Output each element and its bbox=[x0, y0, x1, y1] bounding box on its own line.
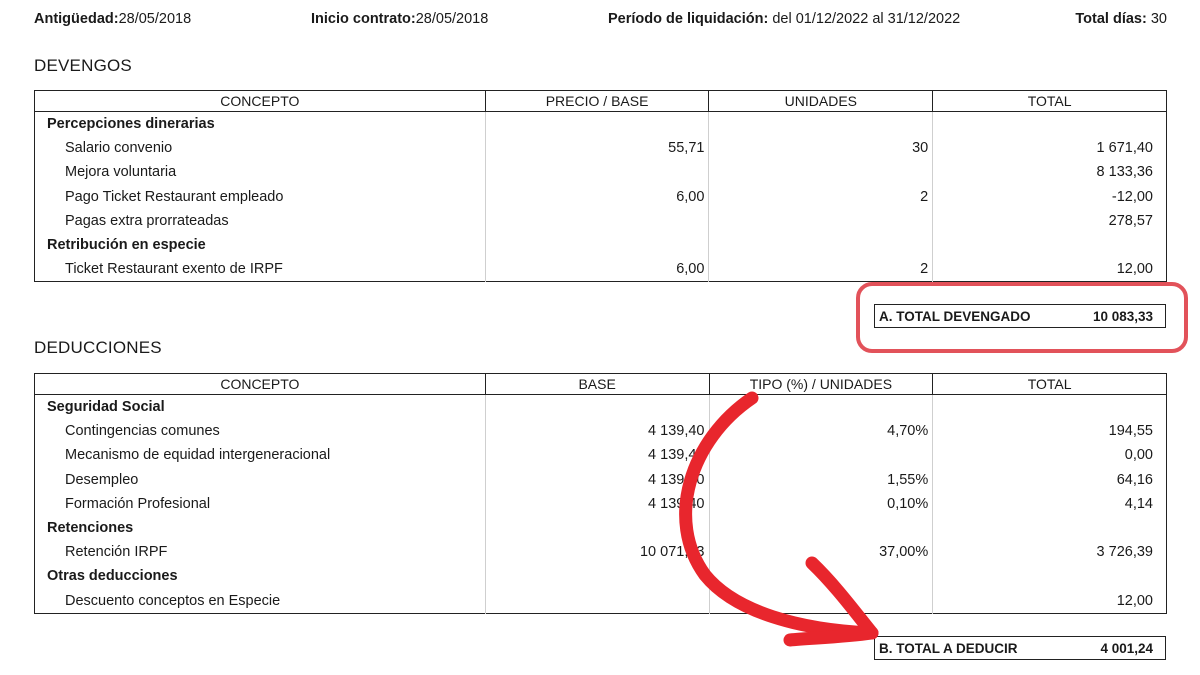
devengos-col-unidades: UNIDADES bbox=[709, 91, 933, 112]
units-cell bbox=[709, 112, 933, 137]
total-cell: 0,00 bbox=[933, 443, 1167, 467]
deducciones-col-base: BASE bbox=[485, 374, 709, 395]
group-label: Percepciones dinerarias bbox=[35, 112, 486, 137]
concept-cell: Pago Ticket Restaurant empleado bbox=[35, 185, 486, 209]
units-cell: 4,70% bbox=[709, 419, 933, 443]
price-cell bbox=[485, 112, 709, 137]
total-cell: -12,00 bbox=[933, 185, 1167, 209]
deducciones-table bbox=[34, 373, 1167, 614]
price-cell: 6,00 bbox=[485, 257, 709, 282]
highlight-rounded-box bbox=[856, 282, 1188, 353]
group-row bbox=[35, 395, 1167, 420]
total-devengado-value: 10 083,33 bbox=[1092, 308, 1153, 324]
units-cell: 2 bbox=[709, 185, 933, 209]
units-cell bbox=[709, 209, 933, 233]
total-cell: 12,00 bbox=[933, 589, 1167, 614]
units-cell bbox=[709, 233, 933, 257]
total-dias-value: 30 bbox=[1146, 11, 1167, 27]
table-row bbox=[35, 136, 1167, 160]
price-cell: 4 139,40 bbox=[485, 443, 709, 467]
group-label: Seguridad Social bbox=[35, 395, 486, 420]
group-row bbox=[35, 564, 1167, 588]
table-row bbox=[35, 443, 1167, 467]
devengos-table bbox=[34, 90, 1167, 282]
periodo-field bbox=[608, 11, 960, 27]
price-cell: 6,00 bbox=[485, 185, 709, 209]
price-cell: 55,71 bbox=[485, 136, 709, 160]
total-cell: 194,55 bbox=[933, 419, 1167, 443]
group-row bbox=[35, 112, 1167, 137]
deducciones-header-row bbox=[35, 374, 1167, 395]
total-deducir-value: 4 001,24 bbox=[1100, 640, 1153, 656]
concept-cell: Mecanismo de equidad intergeneracional bbox=[35, 443, 486, 467]
inicio-contrato-field bbox=[311, 11, 488, 27]
units-cell bbox=[709, 160, 933, 184]
devengos-col-precio: PRECIO / BASE bbox=[485, 91, 709, 112]
concept-cell: Retención IRPF bbox=[35, 540, 486, 564]
units-cell bbox=[709, 564, 933, 588]
devengos-col-concepto: CONCEPTO bbox=[35, 91, 486, 112]
total-cell: 278,57 bbox=[933, 209, 1167, 233]
group-label: Retribución en especie bbox=[35, 233, 486, 257]
total-cell bbox=[933, 564, 1167, 588]
table-row bbox=[35, 160, 1167, 184]
table-row bbox=[35, 540, 1167, 564]
total-cell bbox=[933, 112, 1167, 137]
group-row bbox=[35, 516, 1167, 540]
total-cell bbox=[933, 233, 1167, 257]
concept-cell: Contingencias comunes bbox=[35, 419, 486, 443]
total-cell: 3 726,39 bbox=[933, 540, 1167, 564]
concept-cell: Desempleo bbox=[35, 468, 486, 492]
units-cell: 37,00% bbox=[709, 540, 933, 564]
units-cell bbox=[709, 516, 933, 540]
devengos-title: DEVENGOS bbox=[34, 56, 132, 75]
price-cell bbox=[485, 589, 709, 614]
deducciones-col-total: TOTAL bbox=[933, 374, 1167, 395]
table-row bbox=[35, 589, 1167, 614]
price-cell: 4 139,40 bbox=[485, 419, 709, 443]
price-cell: 4 139,40 bbox=[485, 468, 709, 492]
concept-cell: Formación Profesional bbox=[35, 492, 486, 516]
concept-cell: Ticket Restaurant exento de IRPF bbox=[35, 257, 486, 282]
antiguedad-value: 28/05/2018 bbox=[118, 11, 192, 27]
table-row bbox=[35, 209, 1167, 233]
inicio-contrato-label: Inicio contrato: bbox=[311, 11, 416, 27]
total-cell bbox=[933, 516, 1167, 540]
total-cell: 8 133,36 bbox=[933, 160, 1167, 184]
group-label: Otras deducciones bbox=[35, 564, 486, 588]
price-cell: 10 071,33 bbox=[485, 540, 709, 564]
total-dias-field bbox=[1075, 11, 1167, 27]
table-row bbox=[35, 492, 1167, 516]
price-cell bbox=[485, 209, 709, 233]
table-row bbox=[35, 185, 1167, 209]
concept-cell: Pagas extra prorrateadas bbox=[35, 209, 486, 233]
price-cell bbox=[485, 516, 709, 540]
total-cell: 12,00 bbox=[933, 257, 1167, 282]
units-cell: 0,10% bbox=[709, 492, 933, 516]
units-cell bbox=[709, 443, 933, 467]
units-cell bbox=[709, 589, 933, 614]
total-cell: 64,16 bbox=[933, 468, 1167, 492]
inicio-contrato-value: 28/05/2018 bbox=[415, 11, 489, 27]
periodo-value: del 01/12/2022 al 31/12/2022 bbox=[768, 11, 961, 27]
table-row bbox=[35, 419, 1167, 443]
price-cell bbox=[485, 395, 709, 420]
antiguedad-label: Antigüedad: bbox=[34, 11, 119, 27]
concept-cell: Salario convenio bbox=[35, 136, 486, 160]
total-dias-label: Total días: bbox=[1075, 11, 1147, 27]
group-label: Retenciones bbox=[35, 516, 486, 540]
periodo-label: Período de liquidación: bbox=[608, 11, 769, 27]
devengos-header-row bbox=[35, 91, 1167, 112]
table-row bbox=[35, 468, 1167, 492]
units-cell: 2 bbox=[709, 257, 933, 282]
total-devengado-label: A. TOTAL DEVENGADO bbox=[879, 308, 1031, 324]
price-cell bbox=[485, 160, 709, 184]
units-cell: 1,55% bbox=[709, 468, 933, 492]
total-cell bbox=[933, 395, 1167, 420]
price-cell bbox=[485, 564, 709, 588]
total-cell: 4,14 bbox=[933, 492, 1167, 516]
total-deducir-label: B. TOTAL A DEDUCIR bbox=[879, 640, 1018, 656]
group-row bbox=[35, 233, 1167, 257]
concept-cell: Descuento conceptos en Especie bbox=[35, 589, 486, 614]
total-deducir-box bbox=[874, 636, 1166, 660]
total-cell: 1 671,40 bbox=[933, 136, 1167, 160]
price-cell bbox=[485, 233, 709, 257]
units-cell bbox=[709, 395, 933, 420]
devengos-col-total: TOTAL bbox=[933, 91, 1167, 112]
deducciones-title: DEDUCCIONES bbox=[34, 338, 162, 357]
table-row bbox=[35, 257, 1167, 282]
concept-cell: Mejora voluntaria bbox=[35, 160, 486, 184]
deducciones-col-concepto: CONCEPTO bbox=[35, 374, 486, 395]
price-cell: 4 139,40 bbox=[485, 492, 709, 516]
deducciones-col-tipo: TIPO (%) / UNIDADES bbox=[709, 374, 933, 395]
units-cell: 30 bbox=[709, 136, 933, 160]
antiguedad-field bbox=[34, 11, 191, 27]
